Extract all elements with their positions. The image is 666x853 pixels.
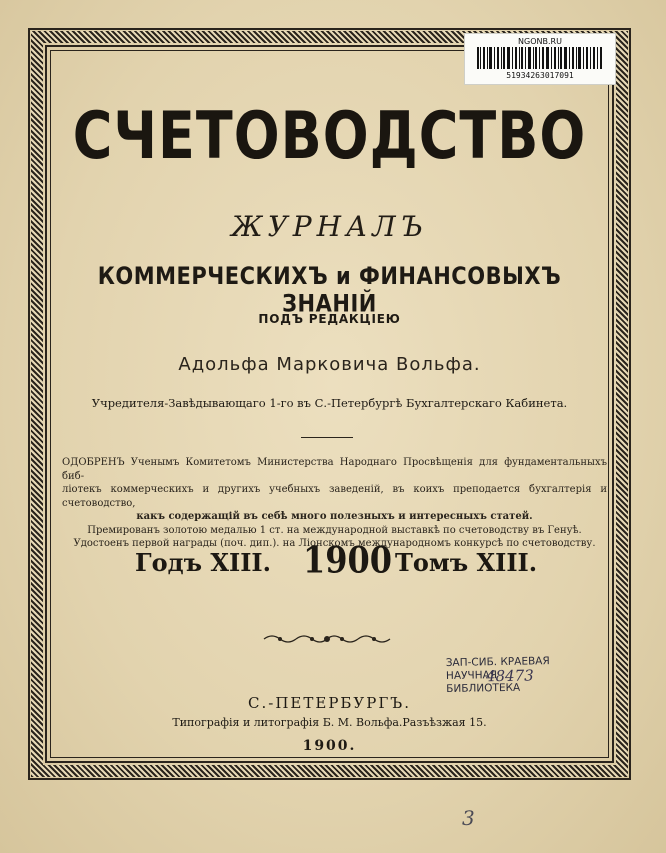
library-stamp [446, 655, 561, 696]
award-line: Удостоенъ первой награды (поч. дип.). на Ліонскомъ международномъ конкурсѣ по счетоводству. [73, 538, 596, 549]
barcode-bars [477, 47, 603, 69]
publication-city: С.-ПЕТЕРБУРГЪ. [248, 694, 411, 712]
journal-label: ЖУРНАЛЪ [231, 210, 428, 243]
approval-line: ОДОБРЕНЪ Ученымъ Комитетомъ Министерства Народнаго Просвѣщенія для фундаментальныхъ биб- [62, 457, 607, 482]
barcode-label [464, 33, 616, 85]
decorative-ornament [262, 632, 392, 646]
stamp-inventory-number: 48473 [485, 666, 534, 686]
award-line: Премированъ золотою медалью 1 ст. на международной выставкѣ по счетоводству въ Генуѣ. [87, 524, 582, 536]
pencil-mark: 3 [462, 806, 475, 830]
editor-position: Учредителя-Завѣдывающаго 1-го въ С.-Петербургѣ Бухгалтерскаго Кабинета. [91, 396, 568, 410]
barcode-number: 51934263017091 [506, 71, 574, 80]
barcode-site: NGONB.RU [518, 37, 562, 46]
editor-name: Адольфа Марковича Вольфа. [178, 354, 481, 375]
year-label: Годъ XIII. [135, 548, 271, 577]
divider-rule [301, 437, 353, 438]
edited-by: ПОДЪ РЕДАКЦІЕЮ [258, 312, 401, 326]
approval-line: какъ содержащій въ себѣ много полезныхъ и интересныхъ статей. [136, 511, 533, 522]
volume-label: Томъ XIII. [395, 548, 538, 577]
year-number: 1900 [303, 538, 393, 582]
journal-subtitle: КОММЕРЧЕСКИХЪ и ФИНАНСОВЫХЪ ЗНАНІЙ [97, 262, 562, 318]
journal-title: СЧЕТОВОДСТВО [72, 98, 587, 174]
approval-line: ліотекъ коммерческихъ и другихъ учебныхъ заведеній, въ коихъ преподается бухгалтерія и счетоводство, [62, 484, 607, 509]
printer-info: Типографія и литографія Б. М. Вольфа.Разъѣзжая 15. [172, 716, 487, 729]
stamp-line: ЗАП-СИБ. КРАЕВАЯ [445, 655, 550, 669]
stamp-line: НАУЧНАЯ БИБЛИОТЕКА [445, 669, 521, 695]
approval-paragraph [62, 456, 607, 551]
publication-year: 1900. [302, 738, 357, 754]
